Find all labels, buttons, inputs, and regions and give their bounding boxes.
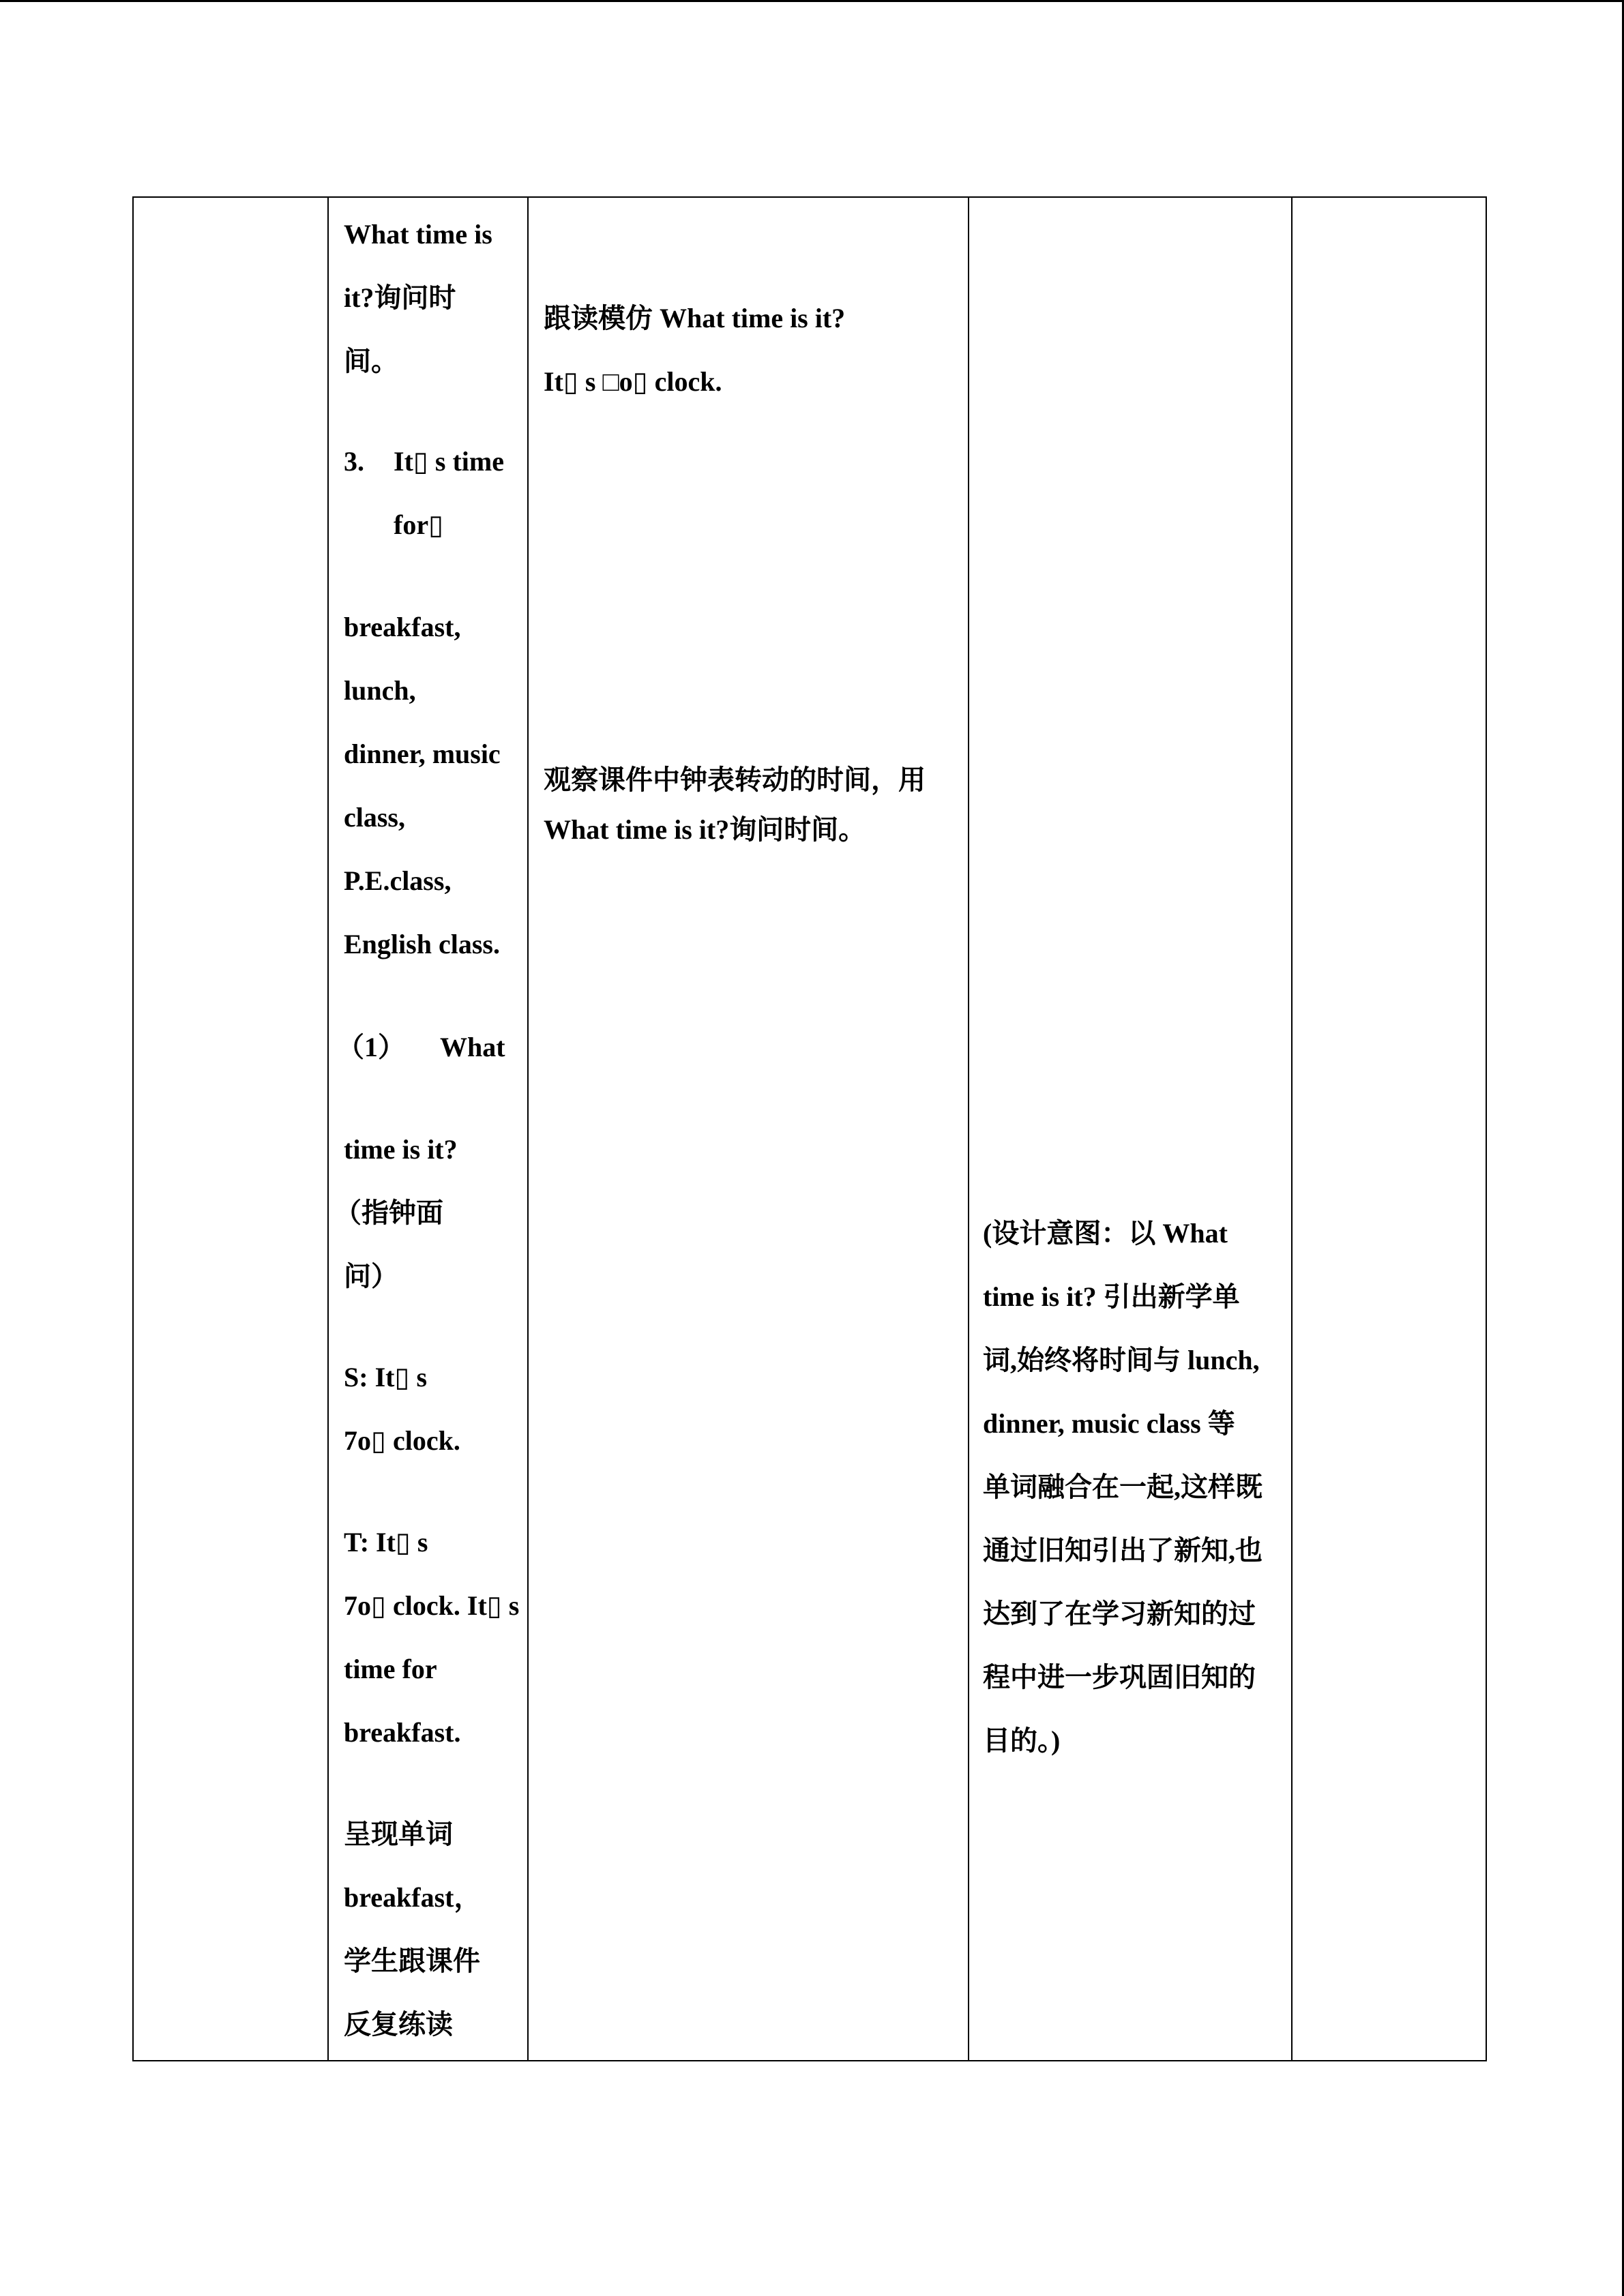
list-number: 3. — [344, 446, 364, 477]
text-line: breakfast. — [344, 1717, 461, 1748]
text-line: What — [440, 1032, 505, 1062]
text-line: 间。 — [344, 346, 398, 376]
text-line: English class. — [344, 929, 500, 959]
text-line: 7o▯ clock. — [344, 1425, 460, 1456]
text-line: 单词融合在一起,这样既 — [983, 1472, 1263, 1502]
text-line: 目的。) — [983, 1725, 1061, 1756]
text-line: T: It▯ s — [344, 1527, 428, 1557]
cell-notes — [1292, 197, 1486, 2061]
text-line: time for — [344, 1654, 437, 1684]
text-line: class, — [344, 802, 405, 833]
text-line: 通过旧知引出了新知,也 — [983, 1535, 1263, 1566]
text-line: for▯ — [394, 509, 444, 540]
cell-teacher-activity — [328, 197, 528, 2061]
cell-student-activity — [528, 197, 969, 2061]
text-line: P.E.class, — [344, 865, 452, 896]
text-line: breakfast, — [344, 612, 461, 642]
text-line: 程中进一步巩固旧知的 — [983, 1662, 1256, 1693]
text-line: 学生跟课件 — [344, 1945, 480, 1976]
table-row — [133, 197, 1486, 2061]
text-line: 问） — [344, 1261, 398, 1292]
text-line: S: It▯ s — [344, 1362, 428, 1392]
text-line: dinner, music — [344, 739, 501, 769]
text-line: 反复练读 — [344, 2009, 453, 2040]
text-line: breakfast， — [344, 1882, 482, 1913]
text-line: It▯ s □o▯ clock. — [544, 366, 722, 397]
text-line: 观察课件中钟表转动的时间，用 — [544, 764, 926, 795]
text-line: dinner, music class 等 — [983, 1408, 1235, 1439]
text-line: (设计意图：以 What — [983, 1218, 1228, 1249]
text-line: 7o▯ clock. It▯ s — [344, 1590, 520, 1621]
text-line: What time is — [344, 219, 492, 250]
text-line: （指钟面 — [334, 1197, 443, 1228]
list-number: （1） — [337, 1032, 405, 1062]
text-line: time is it? 引出新学单 — [983, 1281, 1240, 1312]
lesson-plan-table — [132, 196, 1487, 2061]
text-line: 词,始终将时间与 lunch, — [983, 1345, 1260, 1375]
text-line: 呈现单词 — [344, 1819, 453, 1849]
cell-design-intent — [969, 197, 1292, 2061]
text-line: lunch, — [344, 675, 416, 706]
text-line: 达到了在学习新知的过 — [983, 1598, 1256, 1629]
text-line: time is it? — [344, 1134, 458, 1165]
text-line: It▯ s time — [394, 446, 504, 477]
page-top-border — [0, 0, 1624, 2]
cell-stage — [133, 197, 328, 2061]
text-line: 跟读模仿 What time is it? — [544, 303, 846, 333]
text-line: What time is it?询问时间。 — [544, 814, 866, 845]
text-line: it?询问时 — [344, 282, 456, 313]
